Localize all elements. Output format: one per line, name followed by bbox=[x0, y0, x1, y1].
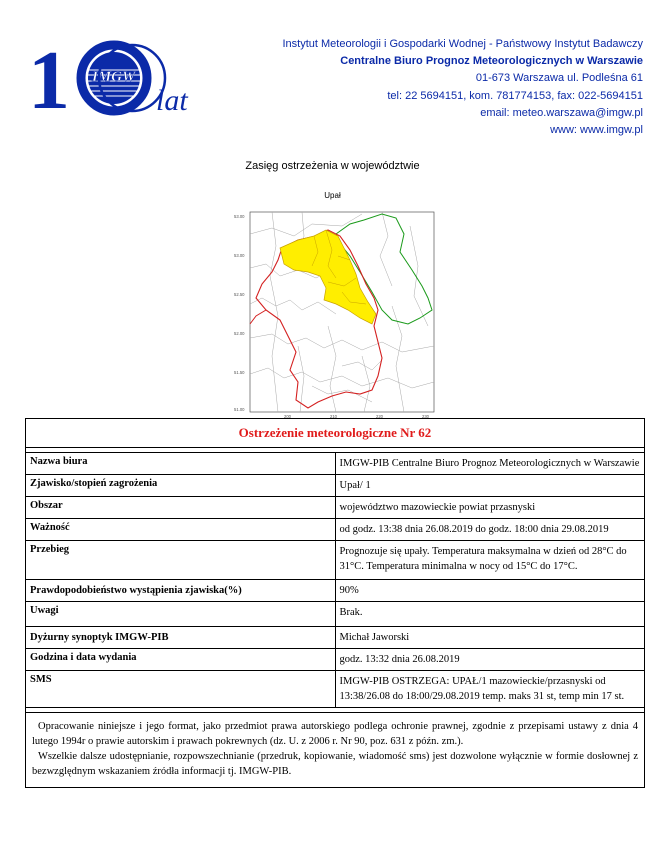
row-label-forecaster: Dyżurny synoptyk IMGW-PIB bbox=[26, 627, 336, 649]
row-label-course: Przebieg bbox=[26, 541, 336, 580]
row-value-remarks: Brak. bbox=[335, 602, 645, 627]
row-value-phenomenon: Upał/ 1 bbox=[335, 475, 645, 497]
row-value-issued: godz. 13:32 dnia 26.08.2019 bbox=[335, 649, 645, 671]
table-row bbox=[26, 602, 645, 627]
logo-imgw-text: IMGW bbox=[92, 69, 136, 85]
institute-address-block bbox=[282, 36, 643, 139]
row-label-sms: SMS bbox=[26, 671, 336, 708]
row-value-course: Prognozuje się upały. Temperatura maksymalna w dzień od 28°C do 31°C. Temperatura minimalna w nocy od 15°C do 17°C. bbox=[335, 541, 645, 580]
institute-website: www: www.imgw.pl bbox=[550, 124, 643, 137]
imgw-100-years-logo bbox=[28, 40, 200, 116]
row-value-validity: od godz. 13:38 dnia 26.08.2019 do godz. 18:00 dnia 29.08.2019 bbox=[335, 519, 645, 541]
copyright-row bbox=[26, 713, 645, 788]
row-value-office: IMGW-PIB Centralne Biuro Prognoz Meteorologicznych w Warszawie bbox=[335, 453, 645, 475]
map-y-tick: 52.50 bbox=[234, 292, 245, 297]
institute-email: email: meteo.warszawa@imgw.pl bbox=[480, 106, 643, 119]
map-x-tick: 230 bbox=[422, 414, 429, 419]
table-row bbox=[26, 541, 645, 580]
table-row bbox=[26, 649, 645, 671]
table-row bbox=[26, 497, 645, 519]
logo-number-one: 1 bbox=[28, 40, 70, 116]
table-row bbox=[26, 519, 645, 541]
warning-map bbox=[232, 206, 442, 420]
map-title: Zasięg ostrzeżenia w województwie bbox=[245, 160, 420, 172]
map-y-tick: 51.50 bbox=[234, 370, 245, 375]
copyright-paragraph-1: Opracowanie niniejsze i jego format, jako przedmiot prawa autorskiego podlega ochronie prawnej, zgodnie z przepisami ustawy z dnia 4 lutego 1994r o prawie autorskim i prawach pokrewnych (dz. U. z 2006 r. Nr 90, poz. 631 z późn. zm.). bbox=[32, 721, 638, 747]
map-y-tick: 52.00 bbox=[234, 331, 245, 336]
institute-name: Instytut Meteorologii i Gospodarki Wodnej - Państwowy Instytut Badawczy bbox=[282, 38, 643, 50]
row-label-remarks: Uwagi bbox=[26, 602, 336, 627]
map-y-tick: 53.00 bbox=[234, 253, 245, 258]
map-y-tick: 53.00 bbox=[234, 214, 245, 219]
table-row bbox=[26, 671, 645, 708]
map-y-tick: 51.00 bbox=[234, 407, 245, 412]
copyright-notice bbox=[26, 713, 645, 788]
copyright-paragraph-2: Wszelkie dalsze udostępnianie, rozpowszechnianie (przedruk, kopiowanie, wiadomość sms) jest dozwolone wyłącznie w formie dosłownej z bezwzględnym wskazaniem źródła informacji tj. IMGW-PIB. bbox=[32, 751, 638, 777]
row-label-issued: Godzina i data wydania bbox=[26, 649, 336, 671]
table-row bbox=[26, 453, 645, 475]
table-row bbox=[26, 627, 645, 649]
row-label-probability: Prawdopodobieństwo wystąpienia zjawiska(%) bbox=[26, 580, 336, 602]
row-label-phenomenon: Zjawisko/stopień zagrożenia bbox=[26, 475, 336, 497]
table-row bbox=[26, 475, 645, 497]
institute-phone: tel: 22 5694151, kom. 781774153, fax: 022-5694151 bbox=[387, 89, 643, 102]
row-value-forecaster: Michał Jaworski bbox=[335, 627, 645, 649]
row-label-area: Obszar bbox=[26, 497, 336, 519]
map-frame bbox=[250, 212, 434, 412]
logo-lat-text: lat bbox=[156, 84, 188, 116]
row-value-area: województwo mazowieckie powiat przasnyski bbox=[335, 497, 645, 519]
warning-header-row bbox=[26, 419, 645, 448]
row-value-probability: 90% bbox=[335, 580, 645, 602]
row-value-sms: IMGW-PIB OSTRZEGA: UPAŁ/1 mazowieckie/przasnyski od 13:38/26.08 do 18:00/29.08.2019 temp. maks 31 st, temp min 17 st. bbox=[335, 671, 645, 708]
map-x-tick: 220 bbox=[376, 414, 383, 419]
table-row bbox=[26, 580, 645, 602]
map-x-tick: 200 bbox=[284, 414, 291, 419]
map-x-tick: 210 bbox=[330, 414, 337, 419]
row-label-office: Nazwa biura bbox=[26, 453, 336, 475]
bureau-name: Centralne Biuro Prognoz Meteorologicznych w Warszawie bbox=[340, 55, 643, 68]
warning-table bbox=[25, 418, 645, 788]
row-label-validity: Ważność bbox=[26, 519, 336, 541]
institute-address: 01-673 Warszawa ul. Podleśna 61 bbox=[475, 72, 643, 85]
map-subtitle: Upał bbox=[324, 191, 341, 200]
warning-title: Ostrzeżenie meteorologiczne Nr 62 bbox=[26, 419, 645, 448]
